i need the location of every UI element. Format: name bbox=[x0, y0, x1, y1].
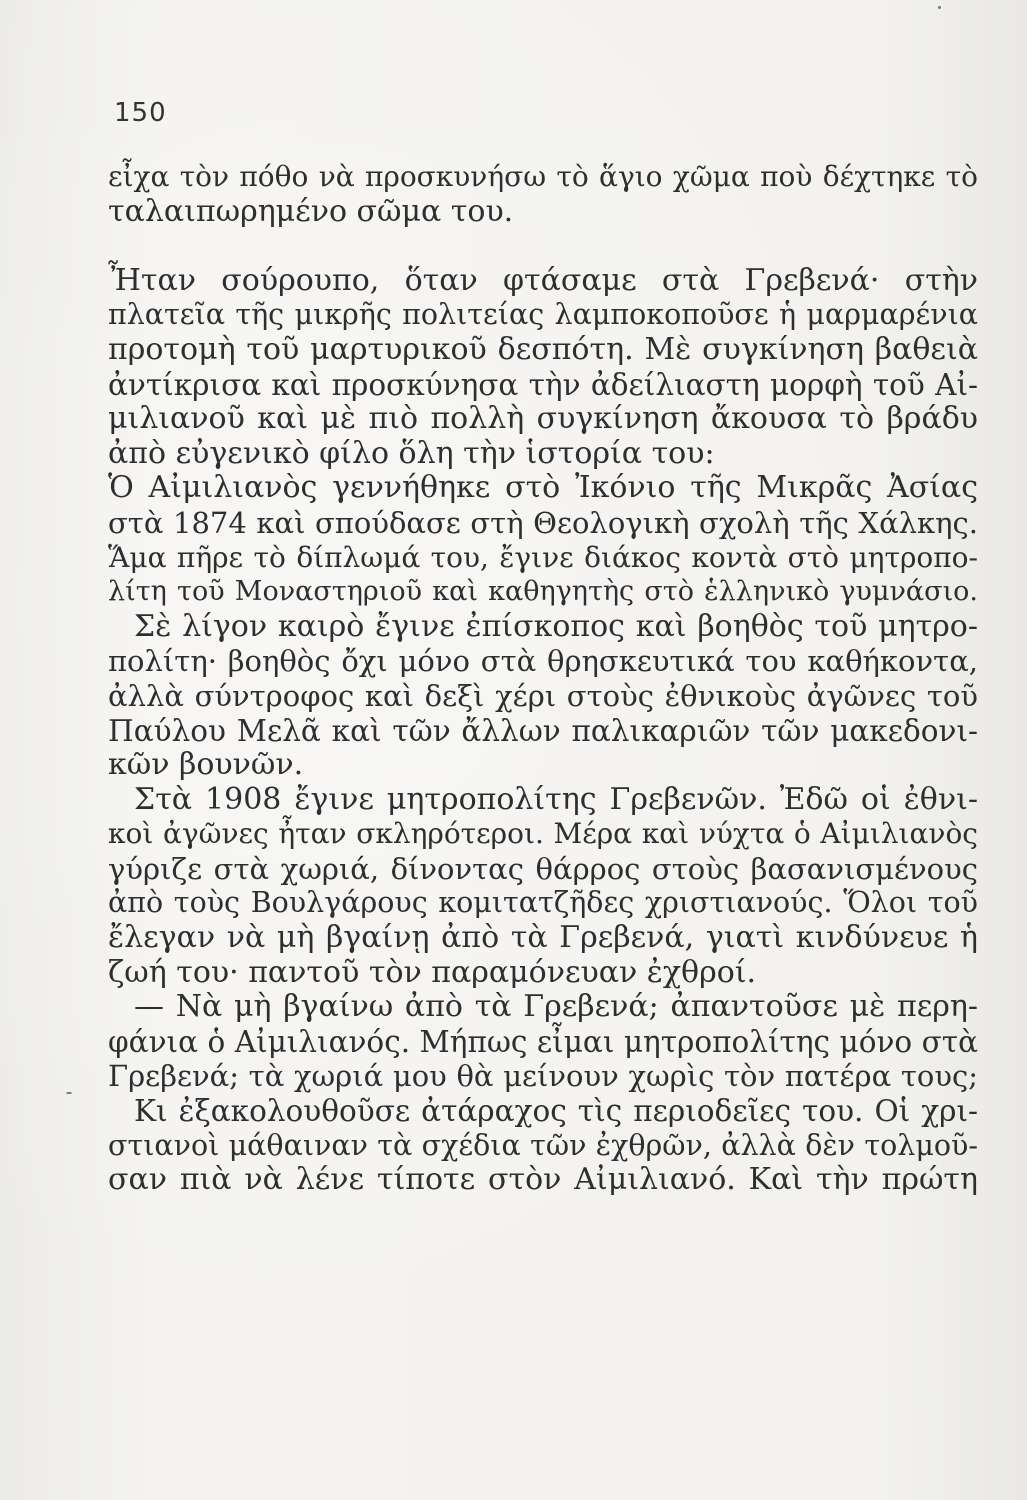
text-line: Γρεβενά; τὰ χωριά μου θὰ μείνουν χωρὶς τὸν πατέρα τους; bbox=[108, 1059, 978, 1094]
text-line: ἀπὸ τοὺς Βουλγάρους κομιτατζῆδες χριστιανούς. Ὅλοι τοῦ bbox=[108, 886, 978, 920]
paragraph bbox=[108, 471, 978, 609]
page-number: 150 bbox=[114, 98, 167, 128]
text-line: Ἦταν σούρουπο, ὅταν φτάσαμε στὰ Γρεβενά· στὴν bbox=[108, 262, 978, 298]
text-line: Στὰ 1908 ἔγινε μητροπολίτης Γρεβενῶν. Ἐδῶ οἱ ἐθνι- bbox=[134, 781, 978, 817]
text-line: σαν πιὰ νὰ λένε τίποτε στὸν Αἰμιλιανό. Καὶ τὴν πρώτη bbox=[108, 1162, 978, 1198]
text-line: Παύλου Μελᾶ καὶ τῶν ἄλλων παλικαριῶν τῶν μακεδονι- bbox=[108, 713, 978, 748]
text-line: στιανοὶ μάθαιναν τὰ σχέδια τῶν ἐχθρῶν, ἀλλὰ δὲν τολμοῦ- bbox=[108, 1128, 978, 1162]
text-line: Κι ἐξακολουθοῦσε ἀτάραχος τὶς περιοδεῖες του. Οἱ χρι- bbox=[134, 1094, 978, 1129]
text-line: ἀπὸ εὐγενικὸ φίλο ὅλη τὴν ἱστορία του: bbox=[108, 435, 715, 471]
text-line: μιλιανοῦ καὶ μὲ πιὸ πολλὴ συγκίνηση ἄκουσα τὸ βράδυ bbox=[108, 401, 978, 437]
paragraph bbox=[108, 264, 978, 472]
paragraph bbox=[108, 160, 978, 229]
paragraph-gap bbox=[108, 229, 978, 264]
text-line: Ἅμα πῆρε τὸ δίπλωμά του, ἔγινε διάκος κοντὰ στὸ μητροπο- bbox=[108, 540, 978, 574]
text-line: φάνια ὁ Αἰμιλιανός. Μήπως εἶμαι μητροπολίτης μόνο στὰ bbox=[108, 1024, 978, 1059]
text-line: ταλαιπωρημένο σῶμα του. bbox=[108, 193, 514, 229]
text-line: ἀντίκρισα καὶ προσκύνησα τὴν ἀδείλιαστη μορφὴ τοῦ Αἰ- bbox=[108, 367, 978, 402]
text-line: — Νὰ μὴ βγαίνω ἀπὸ τὰ Γρεβενά; ἀπαντοῦσε μὲ περη- bbox=[134, 989, 978, 1025]
text-line: ζωή του· παντοῦ τὸν παραμόνευαν ἐχθροί. bbox=[108, 954, 757, 990]
text-line: λίτη τοῦ Μοναστηριοῦ καὶ καθηγητὴς στὸ ἑλληνικὸ γυμνάσιο. bbox=[108, 576, 978, 608]
paragraph bbox=[108, 990, 978, 1094]
text-line: εἶχα τὸν πόθο νὰ προσκυνήσω τὸ ἅγιο χῶμα ποὺ δέχτηκε τὸ bbox=[108, 160, 978, 193]
scan-speck bbox=[938, 6, 941, 9]
text-line: πλατεῖα τῆς μικρῆς πολιτείας λαμποκοποῦσε ἡ μαρμαρένια bbox=[108, 298, 978, 332]
text-line: προτομὴ τοῦ μαρτυρικοῦ δεσπότη. Μὲ συγκίνηση βαθειὰ bbox=[108, 331, 978, 367]
text-line: στὰ 1874 καὶ σπούδασε στὴ Θεολογικὴ σχολὴ τῆς Χάλκης. bbox=[108, 505, 978, 540]
text-line: Σὲ λίγον καιρὸ ἔγινε ἐπίσκοπος καὶ βοηθὸς τοῦ μητρο- bbox=[134, 608, 978, 644]
text-line: κῶν βουνῶν. bbox=[108, 747, 304, 783]
text-line: κοὶ ἀγῶνες ἦταν σκληρότεροι. Μέρα καὶ νύχτα ὁ Αἰμιλιανὸς bbox=[108, 817, 978, 851]
paragraph bbox=[108, 1094, 978, 1198]
paragraph bbox=[108, 783, 978, 991]
text-line: γύριζε στὰ χωριά, δίνοντας θάρρος στοὺς βασανισμένους bbox=[108, 851, 978, 886]
text-line: ἀλλὰ σύντροφος καὶ δεξὶ χέρι στοὺς ἐθνικοὺς ἀγῶνες τοῦ bbox=[108, 678, 978, 713]
text-line: Ὁ Αἰμιλιανὸς γεννήθηκε στὸ Ἰκόνιο τῆς Μικρᾶς Ἀσίας bbox=[108, 470, 978, 506]
text-line: ἔλεγαν νὰ μὴ βγαίνῃ ἀπὸ τὰ Γρεβενά, γιατὶ κινδύνευε ἡ bbox=[108, 920, 978, 956]
text-line: πολίτη· βοηθὸς ὄχι μόνο στὰ θρησκευτικά του καθήκοντα, bbox=[108, 644, 978, 679]
scan-speck bbox=[66, 1092, 72, 1094]
body-text bbox=[108, 160, 978, 1198]
paragraph bbox=[108, 610, 978, 783]
